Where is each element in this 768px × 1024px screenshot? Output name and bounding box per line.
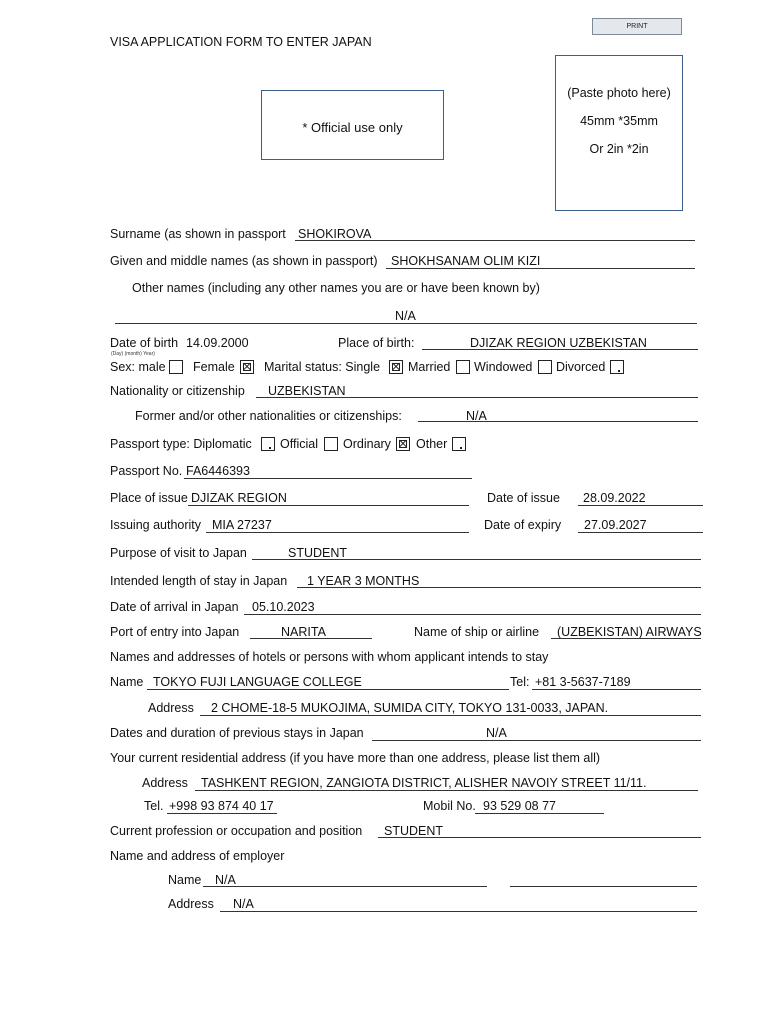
arrival-date-label: Date of arrival in Japan <box>110 600 239 614</box>
ship-airline-value[interactable]: (UZBEKISTAN) AIRWAYS <box>557 625 702 639</box>
host-tel-value[interactable]: +81 3-5637-7189 <box>535 675 631 689</box>
form-title: VISA APPLICATION FORM TO ENTER JAPAN <box>110 35 372 49</box>
given-names-value[interactable]: SHOKHSANAM OLIM KIZI <box>391 254 541 268</box>
pob-value[interactable]: DJIZAK REGION UZBEKISTAN <box>470 336 647 350</box>
host-tel-label: Tel: <box>510 675 530 689</box>
photo-box[interactable] <box>555 55 683 211</box>
former-nationalities-label: Former and/or other nationalities or citizenships: <box>135 409 402 423</box>
residence-tel-underline <box>167 813 277 814</box>
pob-underline <box>422 349 698 350</box>
previous-stays-label: Dates and duration of previous stays in Japan <box>110 726 364 740</box>
date-of-expiry-label: Date of expiry <box>484 518 562 532</box>
passport-no-underline <box>184 478 472 479</box>
stay-length-value[interactable]: 1 YEAR 3 MONTHS <box>307 574 420 588</box>
official-use-label: * Official use only <box>302 120 403 135</box>
photo-size-mm: 45mm *35mm <box>580 114 658 128</box>
sex-female-label: Female <box>193 360 235 374</box>
passport-no-value[interactable]: FA6446393 <box>186 464 250 478</box>
other-names-label: Other names (including any other names you are or have been known by) <box>132 281 540 295</box>
hotels-heading: Names and addresses of hotels or persons with whom applicant intends to stay <box>110 650 549 664</box>
passport-ordinary-checkbox[interactable] <box>396 437 410 451</box>
profession-label: Current profession or occupation and position <box>110 824 363 838</box>
photo-size-in: Or 2in *2in <box>589 142 649 156</box>
former-nationalities-underline <box>418 421 698 422</box>
previous-stays-value[interactable]: N/A <box>486 726 507 740</box>
employer-name-extra-underline <box>510 886 697 887</box>
passport-other-checkbox[interactable] <box>452 437 466 451</box>
sex-label: Sex: male <box>110 360 166 374</box>
employer-address-label: Address <box>168 897 214 911</box>
pob-label: Place of birth: <box>338 336 415 350</box>
issuing-authority-value[interactable]: MIA 27237 <box>212 518 272 532</box>
passport-other-label: Other <box>416 437 448 451</box>
issuing-authority-underline <box>206 532 469 533</box>
former-nationalities-value[interactable]: N/A <box>466 409 487 423</box>
employer-address-underline <box>220 911 697 912</box>
passport-official-label: Official <box>280 437 318 451</box>
ship-airline-underline <box>551 638 701 639</box>
marital-widowed-label: Windowed <box>474 360 533 374</box>
port-of-entry-underline <box>250 638 372 639</box>
arrival-date-value[interactable]: 05.10.2023 <box>252 600 315 614</box>
marital-divorced-label: Divorced <box>556 360 606 374</box>
arrival-date-underline <box>244 614 701 615</box>
official-use-box <box>261 90 444 160</box>
date-of-expiry-underline <box>578 532 703 533</box>
surname-value[interactable]: SHOKIROVA <box>298 227 372 241</box>
port-of-entry-label: Port of entry into Japan <box>110 625 240 639</box>
marital-married-checkbox[interactable] <box>456 360 470 374</box>
date-of-issue-value[interactable]: 28.09.2022 <box>583 491 646 505</box>
nationality-underline <box>256 397 698 398</box>
employer-name-value[interactable]: N/A <box>215 873 236 887</box>
residence-address-underline <box>195 790 698 791</box>
passport-ordinary-label: Ordinary <box>343 437 391 451</box>
other-names-value[interactable]: N/A <box>395 309 416 323</box>
employer-name-label: Name <box>168 873 202 887</box>
purpose-value[interactable]: STUDENT <box>288 546 348 560</box>
residence-tel-label: Tel. <box>144 799 164 813</box>
given-names-underline <box>386 268 695 269</box>
marital-single-checkbox[interactable] <box>389 360 403 374</box>
profession-underline <box>378 837 701 838</box>
residence-address-label: Address <box>142 776 188 790</box>
dob-label: Date of birth <box>110 336 179 350</box>
residence-heading: Your current residential address (if you have more than one address, please list them all) <box>110 751 601 765</box>
port-of-entry-value[interactable]: NARITA <box>281 625 326 639</box>
host-name-value[interactable]: TOKYO FUJI LANGUAGE COLLEGE <box>153 675 362 689</box>
passport-diplomatic-checkbox[interactable] <box>261 437 275 451</box>
stay-length-label: Intended length of stay in Japan <box>110 574 288 588</box>
sex-male-checkbox[interactable] <box>169 360 183 374</box>
mobile-label: Mobil No. <box>423 799 476 813</box>
employer-heading: Name and address of employer <box>110 849 285 863</box>
marital-divorced-checkbox[interactable] <box>610 360 624 374</box>
issuing-authority-label: Issuing authority <box>110 518 202 532</box>
employer-name-underline <box>203 886 487 887</box>
surname-label: Surname (as shown in passport <box>110 227 286 241</box>
host-address-label: Address <box>148 701 194 715</box>
previous-stays-underline <box>372 740 701 741</box>
passport-type-label: Passport type: Diplomatic <box>110 437 252 451</box>
photo-instruction: (Paste photo here) <box>567 86 671 100</box>
given-names-label: Given and middle names (as shown in passport) <box>110 254 378 268</box>
date-of-issue-underline <box>578 505 703 506</box>
date-of-expiry-value[interactable]: 27.09.2027 <box>584 518 647 532</box>
host-name-label: Name <box>110 675 144 689</box>
place-of-issue-label: Place of issue <box>110 491 188 505</box>
nationality-label: Nationality or citizenship <box>110 384 245 398</box>
residence-address-value[interactable]: TASHKENT REGION, ZANGIOTA DISTRICT, ALISHER NAVOIY STREET 11/11. <box>201 776 647 790</box>
host-name-underline <box>147 689 509 690</box>
purpose-underline <box>252 559 701 560</box>
mobile-underline <box>475 813 604 814</box>
surname-underline <box>295 240 695 241</box>
other-names-underline <box>115 323 697 324</box>
marital-married-label: Married <box>408 360 451 374</box>
date-of-issue-label: Date of issue <box>487 491 560 505</box>
host-address-value[interactable]: 2 CHOME-18-5 MUKOJIMA, SUMIDA CITY, TOKYO 131-0033, JAPAN. <box>211 701 609 715</box>
marital-widowed-checkbox[interactable] <box>538 360 552 374</box>
host-address-underline <box>200 715 701 716</box>
employer-address-value[interactable]: N/A <box>233 897 254 911</box>
ship-airline-label: Name of ship or airline <box>414 625 540 639</box>
residence-tel-value[interactable]: +998 93 874 40 17 <box>169 799 274 813</box>
stay-length-underline <box>297 587 701 588</box>
place-of-issue-underline <box>188 505 469 506</box>
passport-official-checkbox[interactable] <box>324 437 338 451</box>
dob-format-hint: (Day) (month) Year) <box>111 351 155 357</box>
sex-female-checkbox[interactable] <box>240 360 254 374</box>
marital-label: Marital status: Single <box>264 360 381 374</box>
passport-no-label: Passport No. <box>110 464 183 478</box>
profession-value[interactable]: STUDENT <box>384 824 444 838</box>
print-button[interactable]: PRINT <box>592 18 682 35</box>
host-tel-underline <box>532 689 701 690</box>
place-of-issue-value[interactable]: DJIZAK REGION <box>191 491 287 505</box>
dob-value[interactable]: 14.09.2000 <box>186 336 249 350</box>
nationality-value[interactable]: UZBEKISTAN <box>268 384 346 398</box>
mobile-value[interactable]: 93 529 08 77 <box>483 799 556 813</box>
purpose-label: Purpose of visit to Japan <box>110 546 247 560</box>
